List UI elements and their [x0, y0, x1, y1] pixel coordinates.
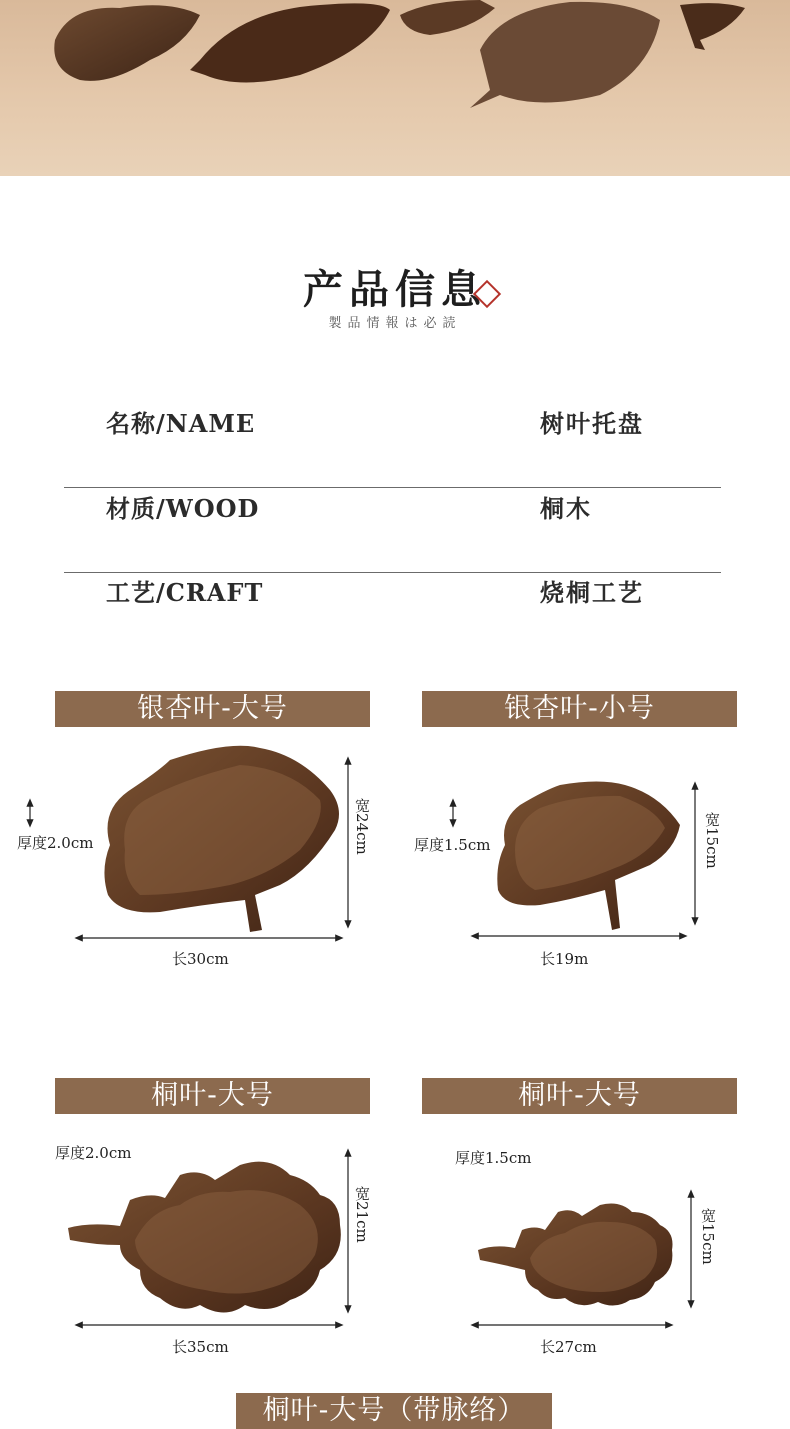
length-label: 长19m: [540, 950, 589, 968]
info-value: 烧桐工艺: [540, 578, 644, 607]
width-label: 宽21cm: [353, 1186, 371, 1243]
product-banner-paulownia-second: 桐叶-大号: [422, 1078, 737, 1114]
thickness-label: 厚度1.5cm: [455, 1149, 532, 1167]
info-value: 桐木: [540, 494, 592, 523]
product-banner-ginkgo-small: 银杏叶-小号: [422, 691, 737, 727]
width-label: 宽15cm: [699, 1208, 717, 1265]
info-value: 树叶托盘: [540, 409, 644, 438]
info-key: 工艺/CRAFT: [106, 578, 264, 607]
width-label: 宽24cm: [353, 798, 371, 855]
paulownia-large-tray: [68, 1162, 341, 1313]
thickness-label: 厚度2.0cm: [17, 834, 94, 852]
thickness-label: 厚度2.0cm: [55, 1144, 132, 1162]
ginkgo-small-tray: [497, 782, 680, 931]
product-banner-ginkgo-large: 银杏叶-大号: [55, 691, 370, 727]
info-key: 材质/WOOD: [106, 494, 260, 523]
product-banner-paulownia-large: 桐叶-大号: [55, 1078, 370, 1114]
width-label: 宽15cm: [703, 812, 721, 869]
thickness-label: 厚度1.5cm: [414, 836, 491, 854]
paulownia-second-tray: [478, 1204, 673, 1306]
length-label: 长30cm: [172, 950, 229, 968]
ginkgo-large-tray: [104, 746, 339, 932]
length-label: 长35cm: [172, 1338, 229, 1356]
length-label: 长27cm: [540, 1338, 597, 1356]
product-banner-veined: 桐叶-大号（带脉络）: [236, 1393, 552, 1429]
section-title-text: 产品信息: [303, 266, 487, 313]
section-subtitle: 製品情報は必読: [328, 316, 462, 331]
info-key: 名称/NAME: [106, 409, 256, 438]
